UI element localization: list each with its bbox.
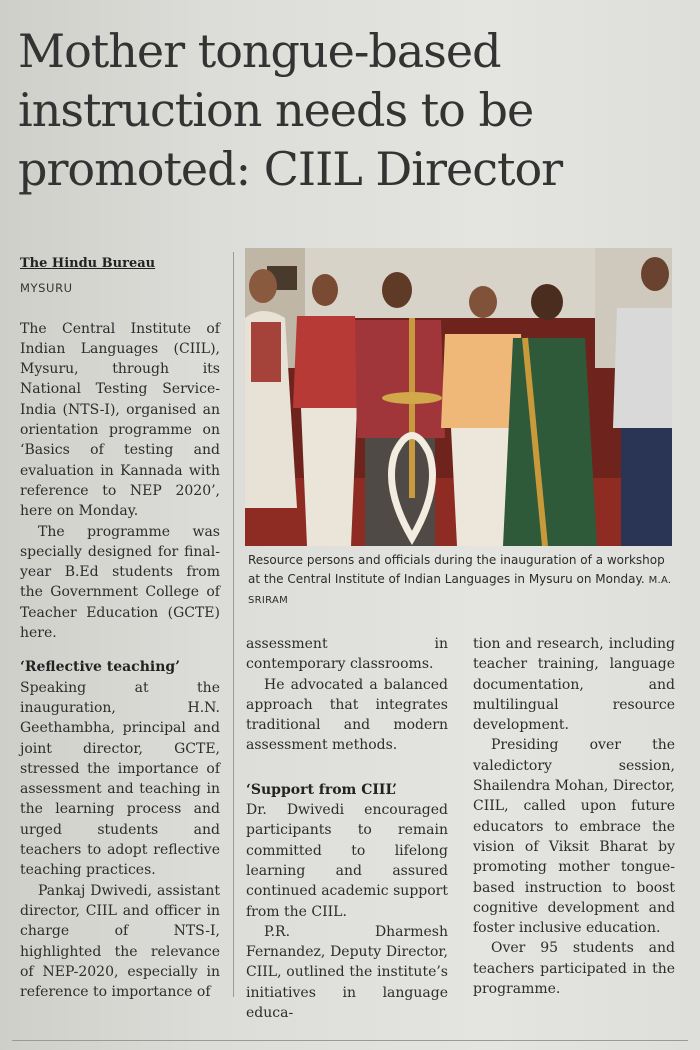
paragraph: The Central Institute of Indian Languages (CIIL), Mysuru, through its National Testing Service-India (NTS-I), organised an orientation programme on ‘Basics of testing and evaluation in Kannada with reference to NEP 2020’, here on Monday. xyxy=(20,320,220,520)
headline: Mother tongue-based instruction needs to be promoted: CIIL Director xyxy=(18,24,563,196)
paragraph: The programme was specially designed for final-year B.Ed students from the Government College of Teacher Education (GCTE) here. xyxy=(20,523,220,642)
paragraph: Speaking at the inauguration, H.N. Geethambha, principal and joint director, GCTE, stressed the importance of assessment and teaching in the learning process and urged students and teachers to adopt reflective teaching practices. xyxy=(20,679,220,879)
column-3 xyxy=(473,634,675,999)
paragraph: Dr. Dwivedi encouraged participants to remain committed to lifelong learning and assured continued academic support from the CIIL. xyxy=(246,802,448,920)
photo-credit: M.A. SRIRAM xyxy=(248,575,672,606)
photo-illustration xyxy=(245,248,672,546)
paragraph: He advocated a balanced approach that integrates traditional and modern assessment methods. xyxy=(246,676,448,754)
paragraph: tion and research, including teacher training, language documentation, and multilingual resource development. xyxy=(473,636,675,734)
column-2 xyxy=(246,634,448,1023)
news-photo xyxy=(245,248,672,546)
subheading: ‘Support from CIIL’ xyxy=(246,781,397,798)
column-1 xyxy=(20,254,220,1002)
subheading: ‘Reflective teaching’ xyxy=(20,659,181,676)
paragraph: assessment in contemporary classrooms. xyxy=(246,636,448,673)
caption-text: Resource persons and officials during the inauguration of a workshop at the Central Institute of Indian Languages in Mysuru on Monday. xyxy=(248,553,665,586)
column-divider xyxy=(233,252,234,997)
byline: The Hindu Bureau xyxy=(20,256,156,271)
paragraph: P.R. Dharmesh Fernandez, Deputy Director, CIIL, outlined the institute’s initiatives in language educa- xyxy=(246,923,448,1022)
photo-caption xyxy=(248,551,673,610)
paragraph: Over 95 students and teachers participated in the programme. xyxy=(473,940,675,998)
dateline: MYSURU xyxy=(20,281,73,296)
paragraph: Pankaj Dwivedi, assistant director, CIIL and officer in charge of NTS-I, highlighted the relevance of NEP-2020, especially in reference to importance of xyxy=(20,882,220,1001)
bottom-rule xyxy=(12,1040,688,1041)
paragraph: Presiding over the valedictory session, Shailendra Mohan, Director, CIIL, called upon future educators to embrace the vision of Viksit Bharat by promoting mother tongue-based instruction to boost cognitive development and foster inclusive education. xyxy=(473,737,675,937)
